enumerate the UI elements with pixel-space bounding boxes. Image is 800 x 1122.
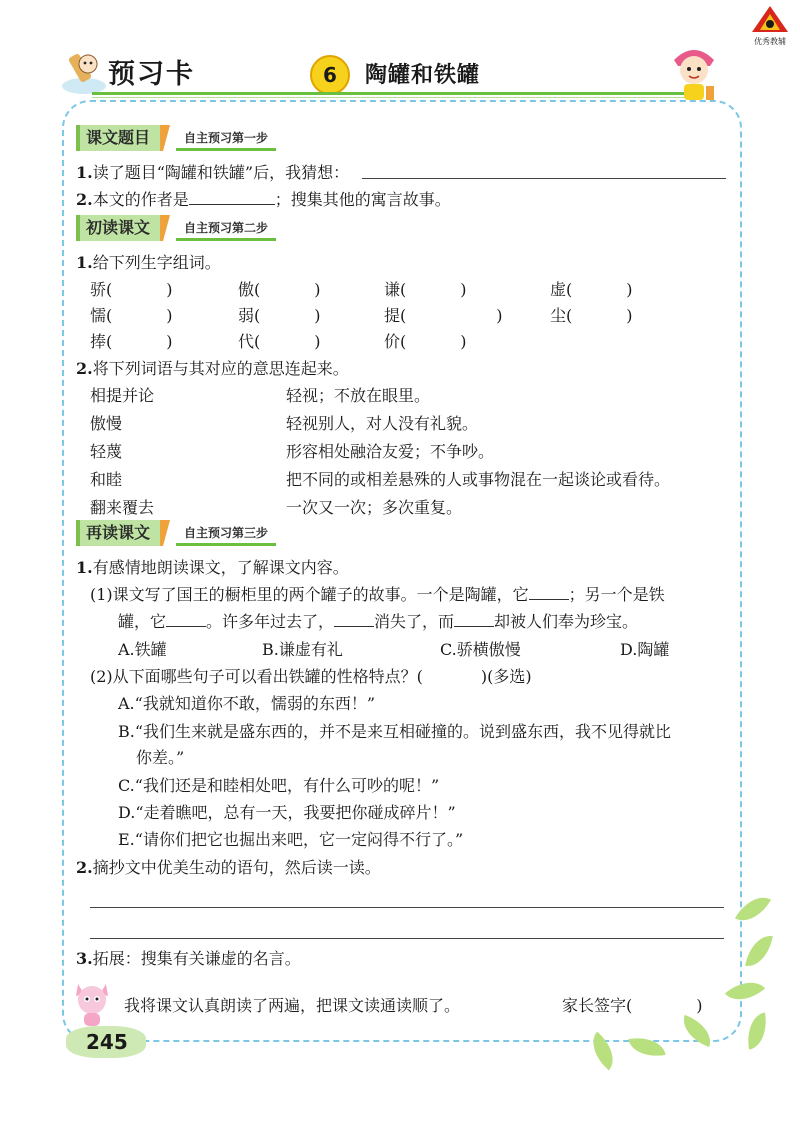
match-meaning[interactable]: 形容相处融洽友爱；不争吵。	[286, 442, 495, 461]
pencil-mascot-icon	[60, 46, 108, 96]
choice-d[interactable]: D.“走着瞧吧，总有一天，我要把你碰成碎片！”	[118, 803, 456, 822]
section-flag	[160, 125, 170, 151]
char-cell[interactable]: 弱( )	[238, 306, 321, 325]
char-cell[interactable]: 谦( )	[384, 280, 467, 299]
s3-question-3	[76, 946, 301, 969]
option-a[interactable]: A.铁罐	[118, 640, 167, 659]
char-cell[interactable]: 尘( )	[550, 306, 633, 325]
option-c[interactable]: C.骄横傲慢	[440, 640, 521, 659]
reading-note: 我将课文认真朗读了两遍，把课文读通读顺了。	[124, 996, 461, 1015]
s3-question-2	[76, 855, 381, 878]
excerpt-line-2[interactable]	[90, 938, 724, 939]
card-title: 预习卡	[108, 59, 195, 90]
match-word[interactable]: 傲慢	[90, 414, 123, 433]
match-word[interactable]: 翻来覆去	[90, 498, 155, 517]
q-number: 2.	[76, 359, 93, 378]
publisher-logo	[748, 4, 792, 44]
char-cell[interactable]: 傲( )	[238, 280, 321, 299]
choice-b[interactable]: B.“我们生来就是盛东西的，并不是来互相碰撞的。说到盛东西，我不见得就比	[118, 722, 672, 741]
s3-question-1	[76, 555, 349, 578]
s1-answer-line-1[interactable]	[362, 178, 726, 179]
choice-e[interactable]: E.“请你们把它也掘出来吧，它一定闷得不行了。”	[118, 830, 464, 849]
q-number: 3.	[76, 949, 93, 968]
s1-question-2	[76, 187, 451, 210]
char-cell[interactable]: 骄( )	[90, 280, 173, 299]
s2-question-1	[76, 250, 221, 273]
q-text: 有感情地朗读课文，了解课文内容。	[92, 558, 349, 577]
choice-c[interactable]: C.“我们还是和睦相处吧，有什么可吵的呢！”	[118, 776, 440, 795]
q-number: 1.	[76, 253, 93, 272]
q-number: 2.	[76, 190, 93, 209]
char-cell[interactable]: 代( )	[238, 332, 321, 351]
match-meaning[interactable]: 轻视别人，对人没有礼貌。	[286, 414, 479, 433]
section-3-label: 再读课文	[76, 520, 160, 546]
match-meaning[interactable]: 把不同的或相差悬殊的人或事物混在一起谈论或看待。	[286, 470, 671, 489]
author-blank[interactable]	[189, 190, 275, 205]
s3-part-1-line-2: 罐，它 。许多年过去了， 消失了，而 却被人们奉为珍宝。	[118, 612, 639, 631]
section-1-label: 课文题目	[76, 125, 160, 151]
q-text: 本文的作者是	[92, 190, 189, 209]
s3-part-1-line-1: (1)课文写了国王的橱柜里的两个罐子的故事。一个是陶罐，它 ；另一个是铁	[90, 585, 665, 604]
char-cell[interactable]: 懦( )	[90, 306, 173, 325]
char-cell[interactable]: 虚( )	[550, 280, 633, 299]
section-flag	[160, 520, 170, 546]
option-b[interactable]: B.谦虚有礼	[262, 640, 343, 659]
section-1-step: 自主预习第一步	[176, 128, 276, 151]
q-number: 1.	[76, 558, 93, 577]
section-2-header	[76, 215, 276, 241]
leaf-icon	[743, 1012, 771, 1049]
q-text: 摘抄文中优美生动的语句，然后读一读。	[92, 858, 381, 877]
section-1-header	[76, 125, 276, 151]
match-word[interactable]: 轻蔑	[90, 442, 123, 461]
s3-part-2: (2)从下面哪些句子可以看出铁罐的性格特点？( )(多选)	[90, 667, 532, 686]
char-cell[interactable]: 捧( )	[90, 332, 173, 351]
header-divider	[92, 92, 692, 95]
fill-blank[interactable]	[529, 585, 569, 600]
girl-mascot-icon	[666, 40, 722, 104]
q-text: 读了题目“陶罐和铁罐”后，我猜想：	[92, 163, 350, 182]
section-2-label: 初读课文	[76, 215, 160, 241]
match-word[interactable]: 相提并论	[90, 386, 155, 405]
match-word[interactable]: 和睦	[90, 470, 123, 489]
choice-b-cont: 你差。”	[136, 748, 185, 767]
q-number: 2.	[76, 858, 93, 877]
match-meaning[interactable]: 轻视；不放在眼里。	[286, 386, 431, 405]
char-cell[interactable]: 提( )	[384, 306, 503, 325]
leaf-icon	[745, 932, 773, 969]
page-number: 245	[86, 1030, 128, 1054]
q-text: 给下列生字组词。	[92, 253, 221, 272]
fill-blank[interactable]	[454, 612, 494, 627]
lesson-title: 陶罐和铁罐	[365, 63, 481, 88]
option-d[interactable]: D.陶罐	[620, 640, 670, 659]
q-text: ；搜集其他的寓言故事。	[274, 190, 451, 209]
choice-a[interactable]: A.“我就知道你不敢，懦弱的东西！”	[118, 694, 376, 713]
s2-question-2	[76, 356, 349, 379]
char-cell[interactable]: 价( )	[384, 332, 467, 351]
lesson-number-badge: 6	[310, 55, 350, 95]
fill-blank[interactable]	[166, 612, 206, 627]
s1-question-1	[76, 160, 349, 183]
excerpt-line-1[interactable]	[90, 907, 724, 908]
cat-mascot-icon	[70, 976, 114, 1030]
q-text: 拓展：搜集有关谦虚的名言。	[92, 949, 301, 968]
parent-signature[interactable]: 家长签字( )	[562, 996, 703, 1015]
logo-text: 优秀教辅	[754, 37, 786, 46]
section-3-header	[76, 520, 276, 546]
section-flag	[160, 215, 170, 241]
fill-blank[interactable]	[334, 612, 374, 627]
section-2-step: 自主预习第二步	[176, 218, 276, 241]
header-divider-thin	[92, 97, 692, 98]
q-text: 将下列词语与其对应的意思连起来。	[92, 359, 349, 378]
section-3-step: 自主预习第三步	[176, 523, 276, 546]
q-number: 1.	[76, 163, 93, 182]
match-meaning[interactable]: 一次又一次；多次重复。	[286, 498, 463, 517]
